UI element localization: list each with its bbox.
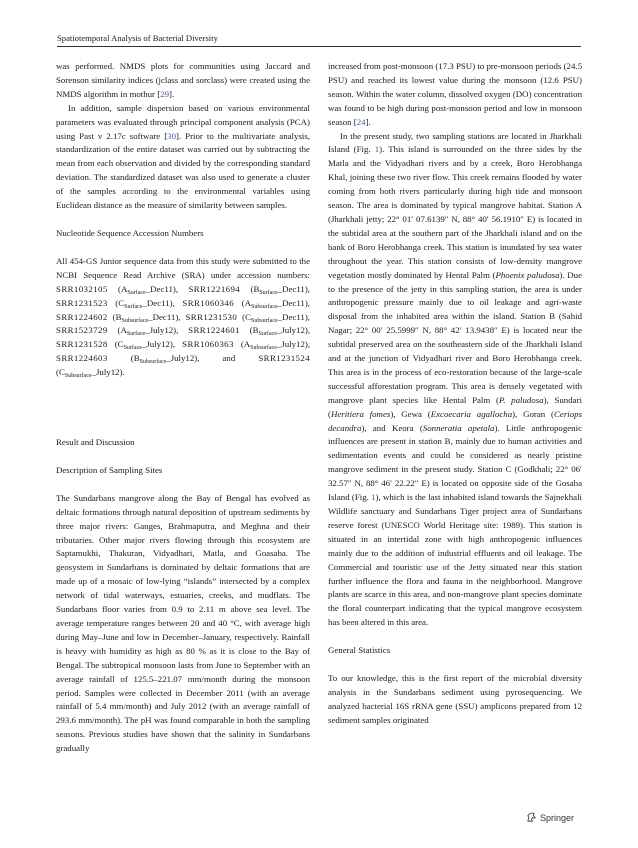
springer-horse-icon xyxy=(526,812,537,823)
sample-season: _July12) xyxy=(276,325,308,336)
separator: , xyxy=(172,339,183,350)
sample-layer: Subsurface xyxy=(139,359,167,366)
subheading-general-statistics: General Statistics xyxy=(328,645,391,656)
accession-entry: SRR1032105 $(A_{Surface}\_Dec11)$, xyxy=(56,283,189,296)
accession-id: SRR1231528 xyxy=(56,339,108,350)
sample-season: _Dec11) xyxy=(277,297,308,308)
running-head xyxy=(57,33,581,47)
sample-season: _Dec11) xyxy=(277,311,308,322)
citation-link[interactable]: 29 xyxy=(160,88,169,99)
sample-station: C xyxy=(117,339,124,350)
sample-station: C xyxy=(245,311,251,322)
sample-season: _Dec11) xyxy=(277,283,308,294)
species-name: Sonneratia apetala xyxy=(422,422,495,433)
accession-entry: SRR1231530 $(C_{Subsurface}\_Dec11)$, xyxy=(185,311,310,324)
separator: , and xyxy=(197,353,259,364)
sample-station: A xyxy=(120,325,127,336)
paragraph-sundarbans: The Sundarbans mangrove along the Bay of Bengal has evolved as deltaic formations through natural deposition of upstream sediments by three major rivers: Ganges, Brahmaputra, and Meghna and their tributaries. Other major rivers flowing through this ecosystem are Saptamukhi, Thakuran, Vidyadhari, Matla, and Goasaba. The geosystem in Sundarbans is dominated by deltaic formations that are made up of a mosaic of low-lying “islands” intersected by a complex network of tidal waterways, estuaries, creeks, and mudflats. The Sundarbans floor varies from 0.9 to 2.11 m above sea level. The average temperature ranges between 20 and 40 °C, with average high during May–June and low in December–January, respectively. Rainfall is heavy with humidity as high as 80 % as it is close to the Bay of Bengal. The subtropical monsoon lasts from June to September with an average rainfall of 125.5–221.07 mm/month during the monsoon period. Samples were collected in December 2011 (with an average rainfall of 5.4 mm/month) and July 2012 (with an average rainfall of 293.6 mm/month). The pH was found comparable in both the sampling seasons. Previous studies have shown that the salinity in Sundarbans gradually xyxy=(56,492,310,754)
paragraph-first-report: To our knowledge, this is the first report of the microbial diversity analysis in the Sundarbans sediment using pyrosequencing. We analyzed bacterial 16S rRNA gene (SSU) amplicons prepared from 12 sediment samples originated xyxy=(328,673,582,725)
accession-entry: SRR1224603 $(B_{Subsurface}\_July12)$, and xyxy=(56,353,259,366)
separator: . xyxy=(122,367,125,378)
sample-layer: Surface xyxy=(124,303,143,310)
accession-id: SRR1224601 xyxy=(188,325,240,336)
accession-id: SRR1523729 xyxy=(56,325,108,336)
accession-id: SRR1231530 xyxy=(185,311,238,322)
accession-entry: SRR1231528 $(C_{Surface}\_July12)$, xyxy=(56,339,183,352)
accession-id: SRR1224602 xyxy=(56,311,108,322)
sample-layer: Subsurface xyxy=(64,373,92,380)
sample-station: B xyxy=(253,283,260,294)
accession-id: SRR1231523 xyxy=(56,297,108,308)
subheading-sampling-sites: Description of Sampling Sites xyxy=(56,464,163,475)
accession-entry: SRR1523729 $(A_{Surface}\_July12)$, xyxy=(56,325,189,338)
running-title: Spatiotemporal Analysis of Bacterial Diversity xyxy=(57,33,218,43)
sample-station: B xyxy=(133,353,140,364)
sample-layer: Surface xyxy=(126,331,146,338)
separator: , xyxy=(307,283,311,294)
accession-entry: SRR1060363 $(A_{Subsurface}\_July12)$, xyxy=(182,339,311,352)
separator: , xyxy=(307,339,311,350)
sample-layer: Surface xyxy=(259,289,278,296)
sample-season: _July12) xyxy=(145,325,177,336)
accession-id: SRR1221694 xyxy=(188,283,241,294)
separator: , xyxy=(178,311,186,322)
sample-layer: Subsurface xyxy=(251,303,278,310)
separator: , xyxy=(307,325,311,336)
figure-link[interactable]: 1 xyxy=(371,492,376,503)
citation-link[interactable]: 24 xyxy=(356,116,366,127)
accession-id: SRR1231524 xyxy=(258,353,311,364)
sample-layer: Subsurface xyxy=(250,345,277,352)
separator: , xyxy=(172,297,183,308)
paragraph-pca: In addition, sample dispersion based on various environmental parameters was evaluated through principal component analysis (PCA) using Past v 2.17c software [30]. Prior to the multivariate analysis, standardization of the entire dataset was carried out by subtracting the mean from each observation and divided by the corresponding standard deviation. The standardized dataset was also used to generate a cluster of the samples according to the environmental variables using Euclidean distance as the measure of similarity between samples. xyxy=(56,102,310,211)
publisher-name: Springer xyxy=(540,812,575,823)
sample-layer: Surface xyxy=(123,345,142,352)
subheading-accession: Nucleotide Sequence Accession Numbers xyxy=(56,227,204,238)
sample-station: C xyxy=(118,297,125,308)
sample-season: _Dec11) xyxy=(142,297,173,308)
accession-entry: SRR1224601 $(B_{Surface}\_July12)$, xyxy=(188,325,311,338)
species-name: Excoecaria agallocha xyxy=(430,408,513,419)
sample-station: C xyxy=(58,367,65,378)
species-name: Heritiera fomes xyxy=(330,408,391,419)
sample-season: _July12) xyxy=(166,353,198,364)
publisher-logo xyxy=(526,812,574,823)
sample-season: _July12) xyxy=(91,367,123,378)
sample-layer: Subsurface xyxy=(250,317,278,324)
sample-season: _July12) xyxy=(141,339,173,350)
sample-station: A xyxy=(121,283,128,294)
species-name: Phoenix paludosa xyxy=(495,269,560,280)
section-heading-results: Result and Discussion xyxy=(56,437,135,448)
accession-id: SRR1060346 xyxy=(182,297,235,308)
paragraph-stations: In the present study, two sampling stations are located in Jharkhali Island (Fig. 1). This island is surrounded on the three sides by the Matla and the Vidyadhari rivers and by a creek, Boro Herobhanga Khal, joining these two river flow. This creek remains flooded by water coming from both rivers particularly during high tide and monsoon season. The area is dominated by typical mangrove habitat. Station A (Jharkhali jetty; 22° 01′ 07.6139″ N, 88° 40′ 56.1910″ E) is located in the subtidal area at the southern part of the Jharkhali island and on the bank of Boro Herobhanga creek. This station is inundated by sea water throughout the year. This station consists of low-density mangrove vegetation mostly dominated by Hental Palm (Phoenix paludosa). Due to the presence of the jetty in this sampling station, the area is under anthropogenic pressure mainly due to oil leakage and agri-waste disposal from the inhabited area within the island. Station B (Sahid Nagar; 22° 00′ 25.5999″ N, 88° 42′ 13.9438″ E) is located near the subtidal preserved area on the southeastern side of the Jharkhali Island and at the junction of Vidyadhari river and Boro Herobhanga creek. This area is in the process of eco-restoration because of the large-scale successful afforestation program. This area is densely vegetated with mangrove plant species like Hental Palm (P. paludosa), Sundari (Heritiera fomes), Gewa (Excoecaria agallocha), Goran (Ceriops decandra), and Keora (Sonneratia apetala). Little anthropogenic influences are present in station B, mainly due to human activities and sedimentation events and could be considered as nearly pristine mangrove sediment in the present study. Station C (Godkhali; 22° 06′ 32.57″ N, 88° 46′ 22.22″ E) is located on opposite side of the Gosaba Island (Fig. 1), which is the last inhabited island towards the Sajnekhali Wildlife sanctuary and Sundarbans Tiger project area of Sundarbans reserve forest (UNESCO World Heritage site: 1989). This station is situated in an intertidal zone with high anthropogenic influences mainly due to the addition of industrial effluents and oil leakage. The Commercial and touristic use of the Jetty situated near this station further influence the flora and fauna in the neighborhood. Mangrove plants are scarce in this area, and non-mangrove plant species dominate the floral counterpart indicating that the typical mangrove ecosystem has been altered in this area. xyxy=(328,130,583,628)
citation-link[interactable]: 30 xyxy=(167,130,176,141)
paragraph-nmds: was performed. NMDS plots for communities using Jaccard and Sorenson similarity indices (jclass and sorclass) were created using the NMDS algorithm in mothur [29]. xyxy=(56,61,310,99)
separator: , xyxy=(175,283,189,294)
sample-layer: Surface xyxy=(258,331,277,338)
sample-station: B xyxy=(252,325,259,336)
sample-season: _Dec11) xyxy=(148,311,179,322)
species-name: Ceriops decandra xyxy=(328,408,583,433)
accession-entry: SRR1231523 $(C_{Surface}\_Dec11)$, xyxy=(56,297,183,310)
accession-entry: SRR1224602 $(B_{Subsurface}\_Dec11)$, xyxy=(56,311,186,324)
left-column xyxy=(56,60,310,756)
sample-station: A xyxy=(244,297,251,308)
accession-entry: SRR1221694 $(B_{Surface}\_Dec11)$, xyxy=(188,283,311,296)
sample-layer: Surface xyxy=(127,289,146,296)
separator: , xyxy=(176,325,189,336)
right-column xyxy=(328,60,582,728)
sample-station: B xyxy=(115,311,122,322)
accession-entry: SRR1060346 $(A_{Subsurface}\_Dec11)$, xyxy=(182,297,311,310)
accession-id: SRR1060363 xyxy=(182,339,234,350)
sample-season: _Dec11) xyxy=(145,283,176,294)
figure-link[interactable]: 1 xyxy=(374,144,380,155)
separator: , xyxy=(307,297,311,308)
accession-entry: SRR1231524 $(C_{Subsurface}\_July12)$. xyxy=(56,353,311,380)
sample-layer: Subsurface xyxy=(121,317,149,324)
sample-season: _July12) xyxy=(276,339,308,350)
paragraph-salinity: increased from post-monsoon (17.3 PSU) to pre-monsoon periods (24.5 PSU) and reached its lowest value during the monsoon (12.6 PSU) season. Within the water column, dissolved oxygen (DO) concentration was found to be high during post-monsoon period and low in monsoon season [24]. xyxy=(328,61,582,127)
paragraph-accession: All 454-GS Junior sequence data from this study were submitted to the NCBI Sequence Read Archive (SRA) under accession numbers: SRR1032105 $(A_{Surface}\_Dec11)$, SRR1221694 $(B_{Surface}\_Dec11)$, SRR1231523 $(C_{Surface}\_Dec11)$, SRR1060346 $(A_{Subsurface}\_Dec11)$, SRR1224602 $(B_{Subsurface}\_Dec11)$, SRR1231530 $(C_{Subsurface}\_Dec11)$, SRR1523729 $(A_{Surface}\_July12)$, SRR1224601 $(B_{Surface}\_July12)$, SRR1231528 $(C_{Surface}\_July12)$, SRR1060363 $(A_{Subsurface}\_July12)$, SRR1224603 $(B_{Subsurface}\_July12)$, and SRR1231524 $(C_{Subsurface}\_July12)$. xyxy=(56,255,311,380)
species-name: P. paludosa xyxy=(498,394,544,405)
accession-id: SRR1224603 xyxy=(56,353,108,364)
accession-id: SRR1032105 xyxy=(56,283,108,294)
separator: , xyxy=(307,311,310,322)
sample-station: A xyxy=(243,339,251,350)
